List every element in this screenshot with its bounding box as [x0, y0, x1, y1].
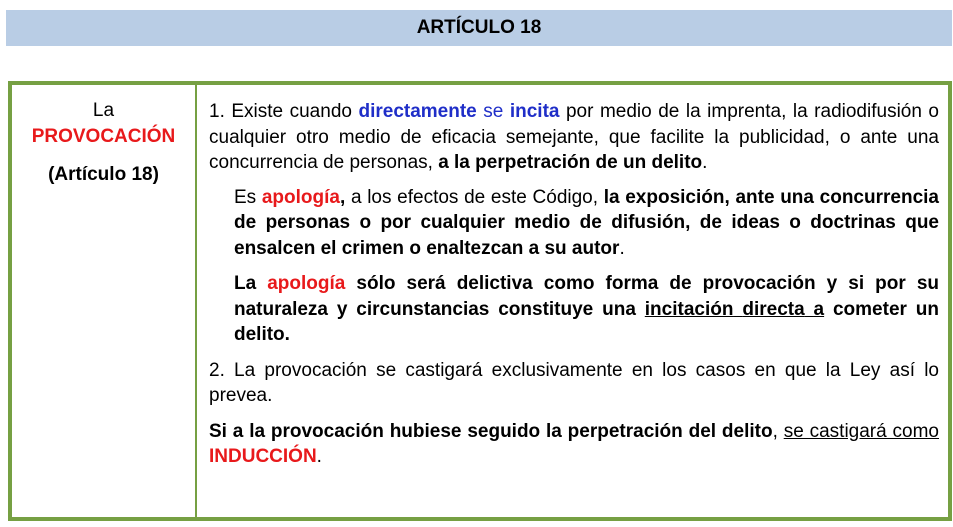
concept-prefix: La [92, 100, 115, 121]
title-bar [6, 10, 952, 46]
paragraph-apologia-definition: Es apología, a los efectos de este Código, la exposición, ante una concurrencia de personas o por cualquier medio de difusión, de ideas o doctrinas que ensalcen el crimen o enaltezcan a su autor. [234, 186, 939, 259]
concept-article-ref: (Artículo 18) [48, 164, 159, 185]
paragraph-castigo: 2. La provocación se castigará exclusivamente en los casos en que la Ley así lo prevea. [209, 359, 939, 406]
definition-cell [197, 85, 948, 517]
paragraph-definition: 1. Existe cuando directamente se incita por medio de la imprenta, la radiodifusión o cualquier otro medio de eficacia semejante, que facilite la publicidad, o ante una concurrencia de personas, a la perpetración de un delito. [209, 101, 939, 173]
page-title: ARTÍCULO 18 [416, 17, 542, 38]
paragraph-apologia-delictiva: La apología sólo será delictiva como forma de provocación y si por su naturaleza y circunstancias constituye una incitación directa a cometer un delito. [234, 273, 939, 345]
concept-cell [12, 85, 197, 517]
paragraph-induccion: Si a la provocación hubiese seguido la perpetración del delito, se castigará como INDUCCIÓN. [209, 420, 940, 467]
concept-name: PROVOCACIÓN [31, 126, 176, 147]
article-table [8, 81, 952, 521]
